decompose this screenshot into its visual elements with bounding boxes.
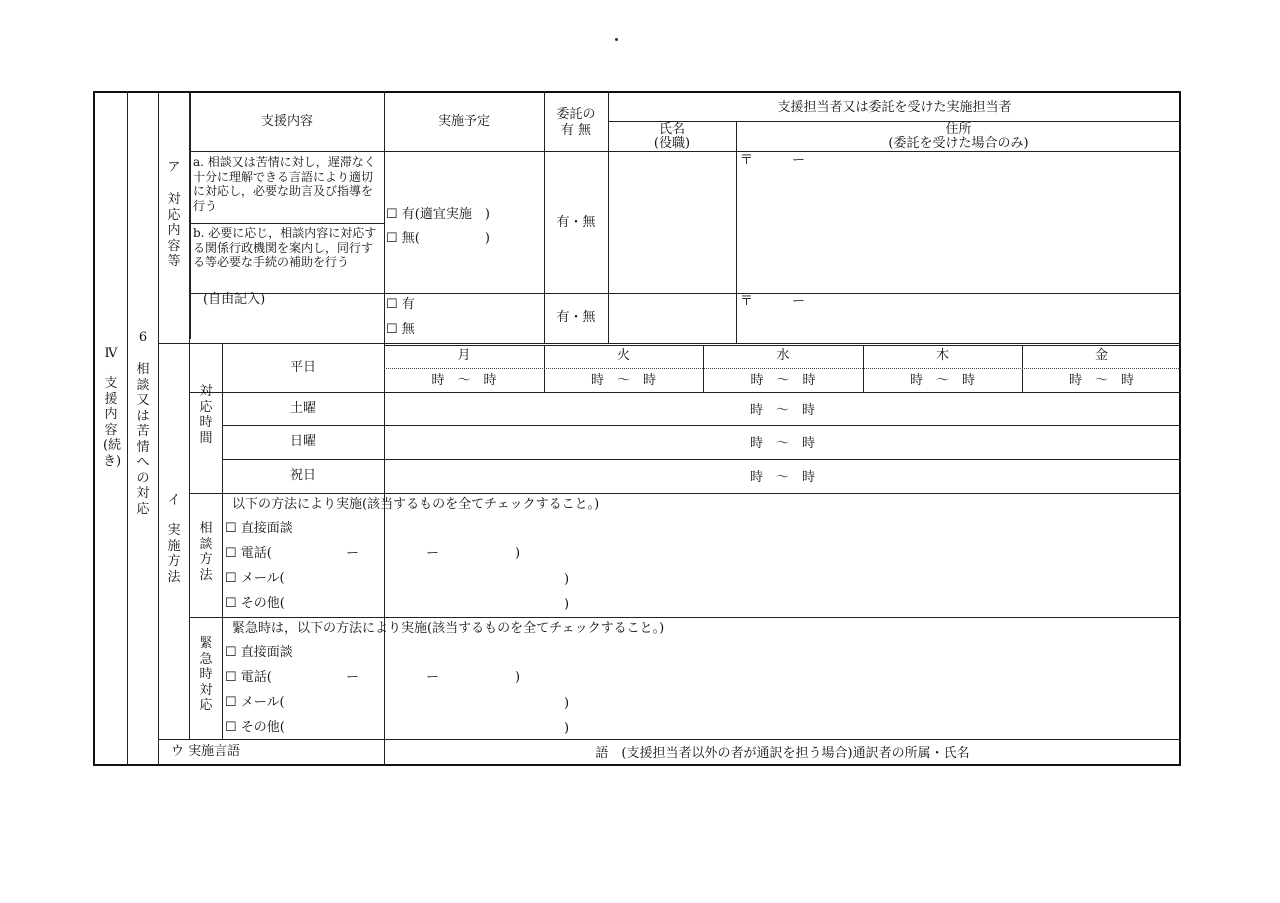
line <box>158 93 159 766</box>
day-thursday: 木 <box>935 348 949 363</box>
time-thursday[interactable]: 時 ～ 時 <box>909 373 975 388</box>
part-a-mark: ア <box>167 160 181 175</box>
emergency-label: 緊急時対応 <box>199 636 213 713</box>
line <box>190 151 1181 152</box>
time-monday[interactable]: 時 ～ 時 <box>431 373 497 388</box>
time-sunday[interactable]: 時 ～ 時 <box>749 436 815 451</box>
line <box>189 617 1181 618</box>
phone-dash: ー <box>426 670 440 685</box>
support-form-table <box>93 91 1181 766</box>
line <box>127 93 128 766</box>
line <box>190 223 384 224</box>
method-label: 相談方法 <box>199 521 213 583</box>
section-label: 支援内容(続き) <box>103 376 122 469</box>
emergency-direct-checkbox[interactable]: ☐ 直接面談 <box>225 645 293 660</box>
time-tuesday[interactable]: 時 ～ 時 <box>590 373 656 388</box>
postal-code[interactable]: 〒 ー <box>740 153 806 168</box>
day-monday: 月 <box>457 348 471 363</box>
header-name: 氏名 <box>658 122 685 137</box>
line <box>190 93 191 339</box>
line <box>384 368 1181 369</box>
method-other-checkbox[interactable]: ☐ その他( <box>225 596 285 611</box>
language-field[interactable]: 語 (支援担当者以外の者が通訳を担う場合)通訳者の所属・氏名 <box>595 746 970 761</box>
phone-dash: ー <box>346 546 360 561</box>
item-number: 6 <box>138 330 148 345</box>
schedule-no-checkbox-2[interactable]: ☐ 無 <box>386 322 415 337</box>
header-person-in-charge: 支援担当者又は委託を受けた実施担当者 <box>777 100 1012 115</box>
schedule-yes-checkbox[interactable]: ☐ 有(適宜実施 ) <box>386 207 490 222</box>
schedule-yes-checkbox-2[interactable]: ☐ 有 <box>386 297 415 312</box>
line <box>384 93 385 766</box>
header-support-content: 支援内容 <box>260 114 313 129</box>
day-friday: 金 <box>1094 348 1108 363</box>
weekday-label: 平日 <box>289 360 316 375</box>
line <box>158 739 1181 740</box>
consignment-yesno[interactable]: 有・無 <box>556 215 596 230</box>
line <box>158 343 1181 344</box>
consignment-yesno-2[interactable]: 有・無 <box>556 310 596 325</box>
emergency-mail-checkbox[interactable]: ☐ メール( <box>225 695 285 710</box>
language-label: ウ 実施言語 <box>171 744 241 759</box>
method-phone-checkbox[interactable]: ☐ 電話( <box>225 546 272 561</box>
time-saturday[interactable]: 時 ～ 時 <box>749 403 815 418</box>
method-direct-checkbox[interactable]: ☐ 直接面談 <box>225 521 293 536</box>
emergency-other-checkbox[interactable]: ☐ その他( <box>225 720 285 735</box>
header-consignment: 委託の <box>556 107 596 122</box>
sunday-label: 日曜 <box>289 434 316 449</box>
time-holiday[interactable]: 時 ～ 時 <box>749 470 815 485</box>
free-entry: (自由記入) <box>203 292 266 307</box>
header-address-note: (委託を受けた場合のみ) <box>888 136 1029 151</box>
method-intro: 以下の方法により実施(該当するものを全てチェックすること。) <box>232 497 600 512</box>
part-i-label: 実施方法 <box>167 523 181 585</box>
header-address: 住所 <box>945 122 972 137</box>
line <box>222 425 1181 426</box>
emergency-phone-checkbox[interactable]: ☐ 電話( <box>225 670 272 685</box>
line <box>189 493 1181 494</box>
method-mail-checkbox[interactable]: ☐ メール( <box>225 571 285 586</box>
phone-close: ) <box>515 546 521 561</box>
phone-dash: ー <box>346 670 360 685</box>
phone-close: ) <box>515 670 521 685</box>
line <box>222 459 1181 460</box>
other-close: ) <box>564 597 570 612</box>
phone-dash: ー <box>426 546 440 561</box>
item-label: 相談又は苦情への対応 <box>136 362 150 517</box>
line <box>189 392 1181 393</box>
item-a-text: a. 相談又は苦情に対し，遅滞なく十分に理解できる言語により適切に対応し，必要な助言及び指導を行う <box>193 155 376 213</box>
header-consignment-yesno: 有 無 <box>560 123 592 138</box>
holiday-label: 祝日 <box>289 468 316 483</box>
line <box>190 293 1181 294</box>
hours-label: 対応時間 <box>199 384 213 446</box>
emergency-intro: 緊急時は，以下の方法により実施(該当するものを全てチェックすること。) <box>232 621 665 636</box>
postal-code-2[interactable]: 〒 ー <box>740 294 806 309</box>
schedule-no-checkbox[interactable]: ☐ 無( ) <box>386 231 490 246</box>
mail-close: ) <box>564 696 570 711</box>
section-number: Ⅳ <box>104 346 118 361</box>
part-i-mark: イ <box>167 493 181 508</box>
header-role: (役職) <box>653 136 691 151</box>
header-schedule: 実施予定 <box>437 114 490 129</box>
time-wednesday[interactable]: 時 ～ 時 <box>750 373 816 388</box>
item-b-text: b. 必要に応じ，相談内容に対応する関係行政機関を案内し，同行する等必要な手続の補助を行う <box>193 226 377 269</box>
line <box>384 345 1181 346</box>
time-friday[interactable]: 時 ～ 時 <box>1068 373 1134 388</box>
other-close: ) <box>564 721 570 736</box>
day-tuesday: 火 <box>616 348 630 363</box>
mail-close: ) <box>564 572 570 587</box>
line <box>736 121 737 343</box>
part-a-label: 対応内容等 <box>167 192 181 269</box>
saturday-label: 土曜 <box>289 401 316 416</box>
scan-speck <box>615 38 618 41</box>
day-wednesday: 水 <box>776 348 790 363</box>
